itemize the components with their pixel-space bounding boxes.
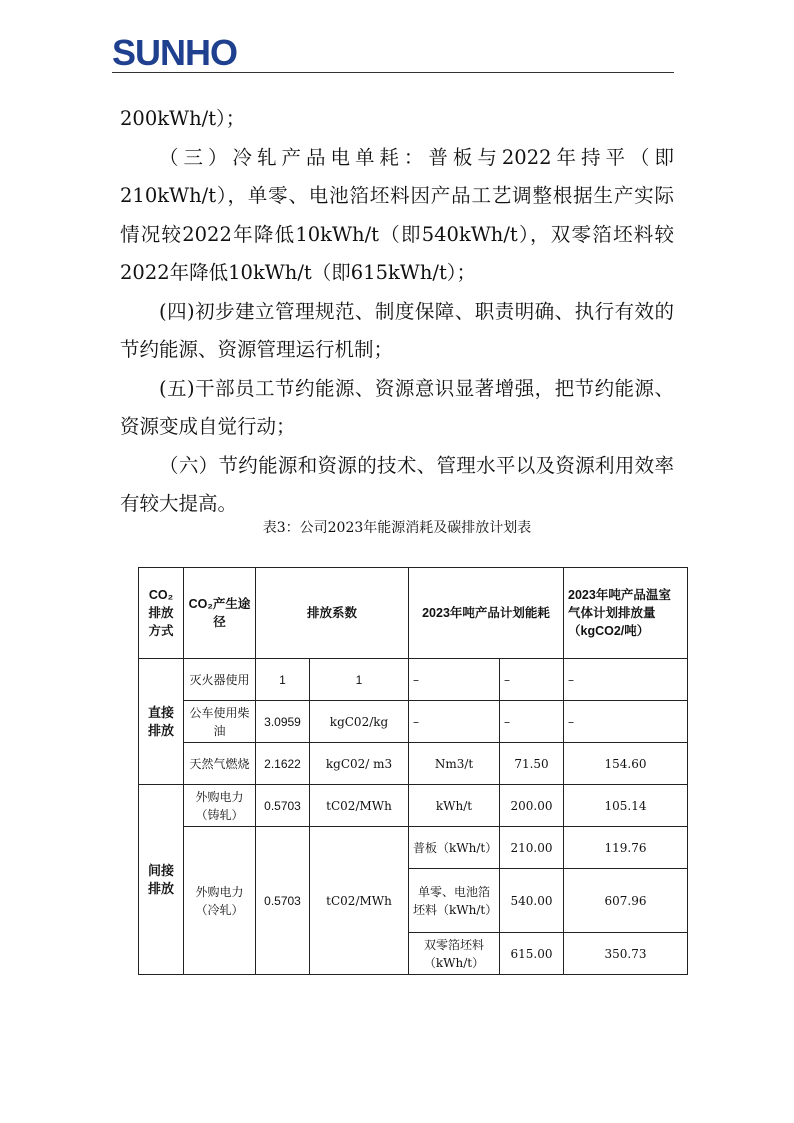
table-title: 表3：公司2023年能源消耗及碳排放计划表 [262,520,532,536]
energy-unit-cell: Nm3/t [409,743,500,785]
factor-cell: 2.1622 [256,743,310,785]
factor-cell: 0.5703 [256,827,310,975]
energy-value-cell: – [500,659,564,701]
factor-cell: 1 [256,659,310,701]
energy-unit-cell: 单零、电池箔坯料（kWh/t） [409,869,500,933]
route-cell: 外购电力（铸轧） [184,785,256,827]
header-emission: 2023年吨产品温室气体计划排放量（kgCO2/吨） [564,568,688,659]
header-factor: 排放系数 [256,568,409,659]
table-row [139,701,688,743]
paragraph: 200kWh/t）； [120,107,246,130]
unit-cell: tC02/MWh [310,827,409,975]
energy-value-cell: – [500,701,564,743]
route-cell: 灭火器使用 [184,659,256,701]
energy-value-cell: 71.50 [500,743,564,785]
table-row [139,659,688,701]
energy-value-cell: 615.00 [500,933,564,975]
route-cell: 天然气燃烧 [184,743,256,785]
table-row [139,827,688,869]
unit-cell: tC02/MWh [310,785,409,827]
emission-cell: 119.76 [564,827,688,869]
header-energy: 2023年吨产品计划能耗 [409,568,564,659]
emission-cell: – [564,659,688,701]
factor-cell: 3.0959 [256,701,310,743]
energy-value-cell: 200.00 [500,785,564,827]
paragraph: (五)干部员工节约能源、资源意识显著增强，把节约能源、资源变成自觉行动； [120,376,674,438]
header-divider [112,72,674,73]
emission-cell: – [564,701,688,743]
paragraph: （三）冷轧产品电单耗：普板与2022年持平（即210kWh/t），单零、电池箔坯料因产品工艺调整根据生产实际情况较2022年降低10kWh/t（即540kWh/t），双零箔坯料较2022年降低10kWh/t（即615kWh/t）； [120,145,674,284]
emission-cell: 607.96 [564,869,688,933]
table-header-row [139,568,688,659]
unit-cell: 1 [310,659,409,701]
emission-cell: 105.14 [564,785,688,827]
paragraph: （六）节约能源和资源的技术、管理水平以及资源利用效率有较大提高。 [120,453,674,515]
energy-unit-cell: 普板（kWh/t） [409,827,500,869]
energy-unit-cell: 双零箔坯料（kWh/t） [409,933,500,975]
group-indirect: 间接排放 [139,785,184,975]
emission-cell: 350.73 [564,933,688,975]
table-row [139,785,688,827]
energy-unit-cell: – [409,659,500,701]
unit-cell: kgC02/kg [310,701,409,743]
unit-cell: kgC02/ m3 [310,743,409,785]
header-method: CO₂排放方式 [139,568,184,659]
factor-cell: 0.5703 [256,785,310,827]
route-cell: 公车使用柴油 [184,701,256,743]
paragraph: (四)初步建立管理规范、制度保障、职责明确、执行有效的节约能源、资源管理运行机制； [120,299,674,361]
header-route: CO₂产生途径 [184,568,256,659]
page-header [112,34,674,74]
table-row [139,743,688,785]
energy-unit-cell: kWh/t [409,785,500,827]
sunho-logo: SUNHO [112,32,238,73]
energy-unit-cell: – [409,701,500,743]
group-direct: 直接排放 [139,659,184,785]
emission-cell: 154.60 [564,743,688,785]
energy-value-cell: 540.00 [500,869,564,933]
emission-plan-table [138,567,688,975]
route-cell: 外购电力（冷轧） [184,827,256,975]
energy-value-cell: 210.00 [500,827,564,869]
body-text [120,100,674,524]
